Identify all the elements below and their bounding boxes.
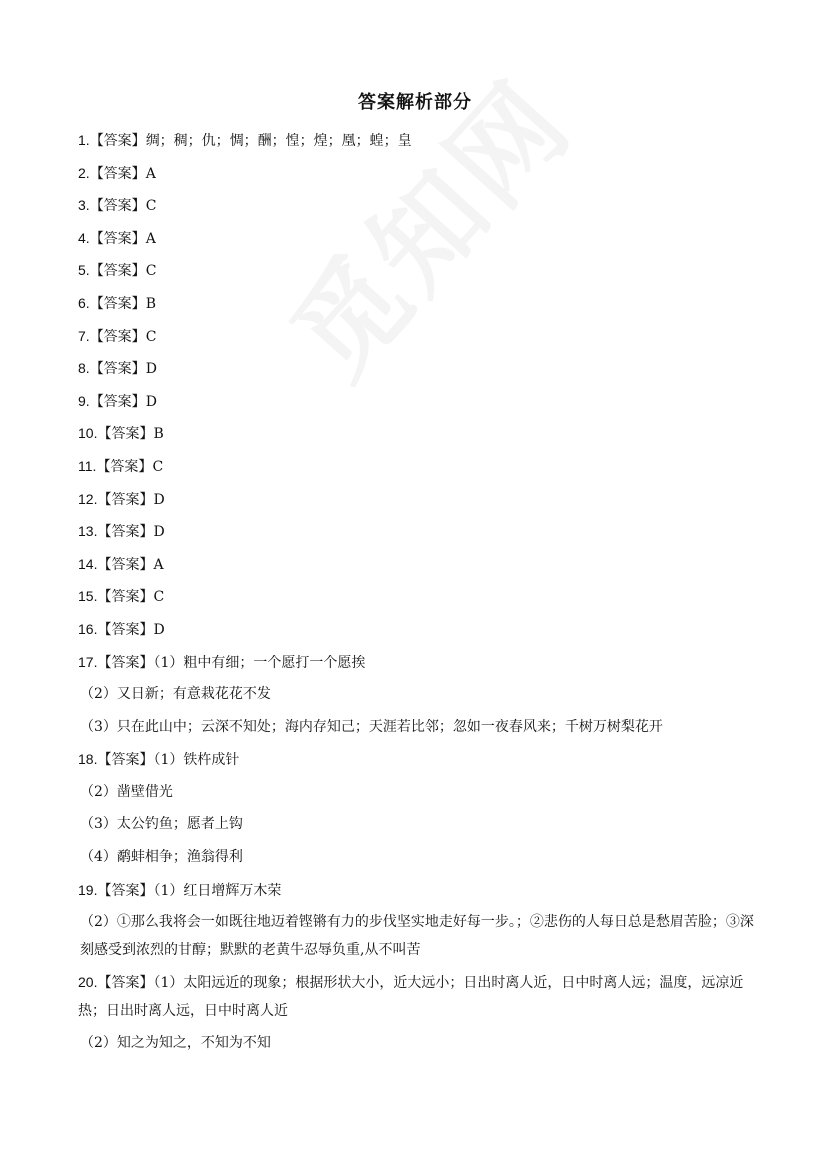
answer-7	[78, 320, 758, 353]
page-title: 答案解析部分	[358, 92, 472, 113]
question-number: 3.	[78, 197, 90, 214]
question-number: 4.	[78, 229, 90, 246]
answer-text: C	[153, 589, 165, 606]
question-number: 10.	[78, 425, 98, 442]
answer-18-part-4: （4）鹬蚌相争；渔翁得利	[80, 849, 243, 866]
question-number: 8.	[78, 360, 90, 377]
answer-3	[78, 189, 758, 222]
answer-text: C	[145, 328, 157, 345]
answer-18-part-3: （3）太公钓鱼；愿者上钩	[80, 816, 243, 833]
answer-tag: 【答案】	[89, 133, 146, 149]
answer-17-part-3: （3）只在此山中；云深不知处；海内存知己；天涯若比邻；忽如一夜春风来；千树万树梨花开	[80, 718, 663, 735]
answer-text: C	[145, 198, 157, 215]
answer-4	[78, 222, 758, 255]
answer-15	[78, 580, 758, 613]
answer-20-part-2: （2）知之为知之，不知为不知	[80, 1035, 271, 1052]
answer-tag: 【答案】	[89, 328, 146, 345]
answer-2	[78, 157, 758, 190]
answer-tag: 【答案】	[97, 556, 154, 573]
answer-tag: 【答案】	[89, 361, 146, 378]
answer-6	[78, 287, 758, 320]
answer-text: A	[145, 230, 156, 247]
question-number: 6.	[78, 294, 90, 311]
answer-tag: 【答案】	[97, 491, 154, 508]
answer-tag: 【答案】	[97, 589, 154, 606]
question-number: 9.	[78, 392, 90, 409]
question-number: 13.	[78, 523, 98, 540]
answer-18: 18.【答案】（1）铁杵成针	[78, 751, 240, 769]
question-number: 2.	[78, 164, 90, 181]
answer-text: D	[145, 393, 157, 410]
answer-text: C	[145, 263, 157, 280]
answer-1	[78, 124, 758, 157]
question-number: 16.	[78, 620, 98, 637]
answer-tag: 【答案】	[97, 524, 154, 541]
question-number: 5.	[78, 262, 90, 279]
answer-text: D	[153, 491, 165, 508]
answer-tag: 【答案】	[89, 165, 146, 182]
question-number: 7.	[78, 327, 90, 344]
answer-text: A	[153, 556, 164, 573]
answer-11	[78, 450, 758, 483]
answer-20: 20.【答案】（1）太阳远近的现象；根据形状大小，近大远小；日出时离人近，日中时离人远；温度，远凉近热；日出时离人远，日中时离人近	[78, 974, 744, 1020]
answer-tag: 【答案】	[97, 621, 154, 638]
answer-19-part-2: （2）①那么我将会一如既往地迈着铿锵有力的步伐坚实地走好每一步。；②悲伤的人每日总是愁眉苦脸；③深刻感受到浓烈的甘醇；默默的老黄牛忍辱负重,从不叫苦	[80, 914, 754, 959]
answer-text: B	[145, 295, 156, 312]
answer-17-part-2: （2）又日新；有意栽花花不发	[80, 686, 271, 703]
question-number: 15.	[78, 588, 98, 605]
answer-text: D	[153, 524, 165, 541]
answer-9	[78, 385, 758, 418]
answer-17: 17.【答案】（1）粗中有细；一个愿打一个愿挨	[78, 653, 366, 671]
answer-5	[78, 254, 758, 287]
answer-tag: 【答案】	[97, 426, 154, 443]
question-number: 14.	[78, 555, 98, 572]
question-number: 1.	[78, 132, 90, 148]
answer-text: A	[145, 165, 156, 182]
answer-18-part-2: （2）凿壁借光	[80, 783, 173, 800]
answer-tag: 【答案】	[89, 393, 146, 410]
answer-tag: 【答案】	[89, 263, 146, 280]
answer-text: D	[145, 361, 157, 378]
answer-text: 绸；稠；仇；惆；酬；惶；煌；凰；蝗；皇	[145, 133, 412, 149]
answer-tag: 【答案】	[89, 230, 146, 247]
answer-text: B	[153, 426, 164, 443]
answer-text: D	[153, 621, 165, 638]
answer-10	[78, 417, 758, 450]
answer-text: C	[152, 458, 164, 475]
answer-list	[78, 124, 758, 1060]
answer-13	[78, 515, 758, 548]
answer-14	[78, 548, 758, 581]
answer-tag: 【答案】	[89, 198, 146, 215]
answer-16	[78, 613, 758, 646]
answer-8	[78, 352, 758, 385]
answer-12	[78, 483, 758, 516]
question-number: 12.	[78, 490, 98, 507]
question-number: 11.	[78, 457, 97, 474]
answer-tag: 【答案】	[96, 458, 153, 475]
answer-tag: 【答案】	[89, 295, 146, 312]
answer-19: 19.【答案】（1）红日增辉万木荣	[78, 881, 282, 899]
